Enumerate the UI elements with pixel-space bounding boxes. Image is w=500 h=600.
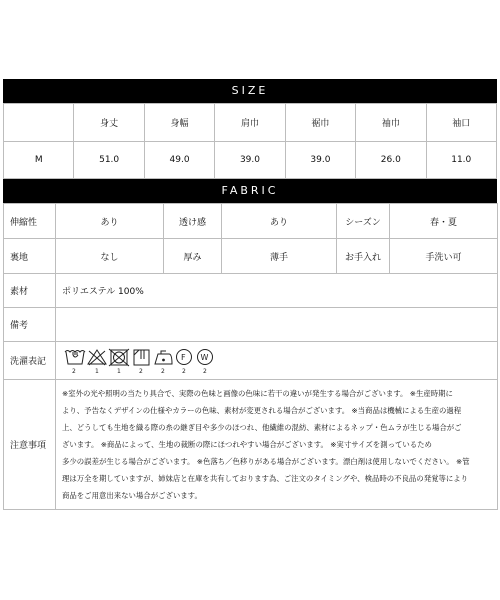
care-label: お手入れ: [337, 239, 390, 274]
stretch-value: あり: [56, 204, 164, 239]
size-section-header: [3, 79, 497, 103]
size-value-cell: 39.0: [285, 142, 355, 179]
size-header-cell: 身丈: [74, 104, 144, 142]
svg-text:F: F: [181, 352, 186, 362]
notes-line: 商品をご用意出来ない場合がございます。: [62, 491, 202, 500]
fabric-row-lining: [4, 239, 498, 274]
fabric-row-remarks: [4, 308, 498, 342]
wash-symbols: [62, 346, 232, 376]
fabric-row-stretch: [4, 204, 498, 239]
fabric-section-title: FABRIC: [221, 184, 279, 197]
size-value-cell: 51.0: [74, 142, 144, 179]
size-section-title: SIZE: [231, 84, 269, 97]
size-header-cell: [4, 104, 74, 142]
fabric-row-wash: [4, 342, 498, 380]
material-label: 素材: [4, 274, 56, 308]
wash-sub-label: 1: [95, 367, 99, 375]
no-bleach-triangle-icon: [88, 350, 106, 375]
size-header-cell: 肩巾: [215, 104, 285, 142]
notes-line: より、予告なくデザインの仕様やカラーの色味、素材が変更される場合がございます。 ※当商品は機械による生産の過程: [62, 406, 462, 415]
fabric-row-material: [4, 274, 498, 308]
notes-line: 多少の誤差が生じる場合がございます。 ※色落ち／色移りがある場合がございます。漂白剤は使用しないでください。 ※管: [62, 457, 470, 466]
iron-low-icon: [155, 351, 172, 375]
wash-symbols-cell: [56, 342, 498, 380]
size-label-cell: M: [4, 142, 74, 179]
thickness-value: 薄手: [222, 239, 337, 274]
stretch-label: 伸縮性: [4, 204, 56, 239]
lining-label: 裏地: [4, 239, 56, 274]
remarks-label: 備考: [4, 308, 56, 342]
fabric-section-header: [3, 179, 497, 203]
sheer-value: あり: [222, 204, 337, 239]
wash-sub-label: 2: [161, 367, 165, 375]
thickness-label: 厚み: [164, 239, 222, 274]
wash-sub-label: 2: [203, 367, 207, 375]
size-table-row: [4, 142, 497, 179]
season-value: 春・夏: [390, 204, 498, 239]
size-value-cell: 49.0: [144, 142, 214, 179]
size-table-header-row: [4, 104, 497, 142]
wash-sub-label: 1: [117, 367, 121, 375]
wash-label: 洗濯表記: [4, 342, 56, 380]
season-label: シーズン: [337, 204, 390, 239]
size-value-cell: 39.0: [215, 142, 285, 179]
care-value: 手洗い可: [390, 239, 498, 274]
lining-value: なし: [56, 239, 164, 274]
material-value: ポリエステル 100%: [56, 274, 498, 308]
line-dry-shade-icon: [134, 350, 149, 375]
size-value-cell: 11.0: [426, 142, 496, 179]
wash-sub-label: 2: [182, 367, 186, 375]
remarks-value: [56, 308, 498, 342]
size-header-cell: 袖巾: [356, 104, 426, 142]
size-header-cell: 袖口: [426, 104, 496, 142]
notes-text: [56, 380, 498, 510]
fabric-table: [3, 203, 498, 510]
notes-label: 注意事項: [4, 380, 56, 510]
size-header-cell: 身幅: [144, 104, 214, 142]
sheer-label: 透け感: [164, 204, 222, 239]
notes-line: ※室外の光や照明の当たり具合で、実際の色味と画像の色味に若干の違いが発生する場合がございます。 ※生産時期に: [62, 389, 453, 398]
svg-text:W: W: [200, 352, 209, 362]
notes-line: 理は万全を期していますが、姉妹店と在庫を共有しております為、ご注文のタイミングや、検品時の不良品の発覚等により: [62, 474, 469, 483]
wash-sub-label: 2: [139, 367, 143, 375]
notes-line: 上、どうしても生地を織る際の糸の継ぎ目や多少のほつれ、他繊維の混紡、素材によるネップ・色ムラが生じる場合がご: [62, 423, 462, 432]
wash-sub-label: 2: [72, 367, 76, 375]
size-header-cell: 裾巾: [285, 104, 355, 142]
fabric-row-notes: [4, 380, 498, 510]
dry-clean-f-icon: [177, 349, 192, 375]
no-tumble-dry-icon: [109, 349, 129, 375]
product-info-panel: [3, 79, 497, 510]
wet-clean-w-icon: [198, 349, 213, 375]
size-table: [3, 103, 497, 179]
size-value-cell: 26.0: [356, 142, 426, 179]
hand-wash-tub-icon: [65, 350, 85, 375]
notes-line: ざいます。 ※商品によって、生地の裁断の際にほつれやすい場合がございます。 ※実寸サイズを測っているため: [62, 440, 432, 449]
